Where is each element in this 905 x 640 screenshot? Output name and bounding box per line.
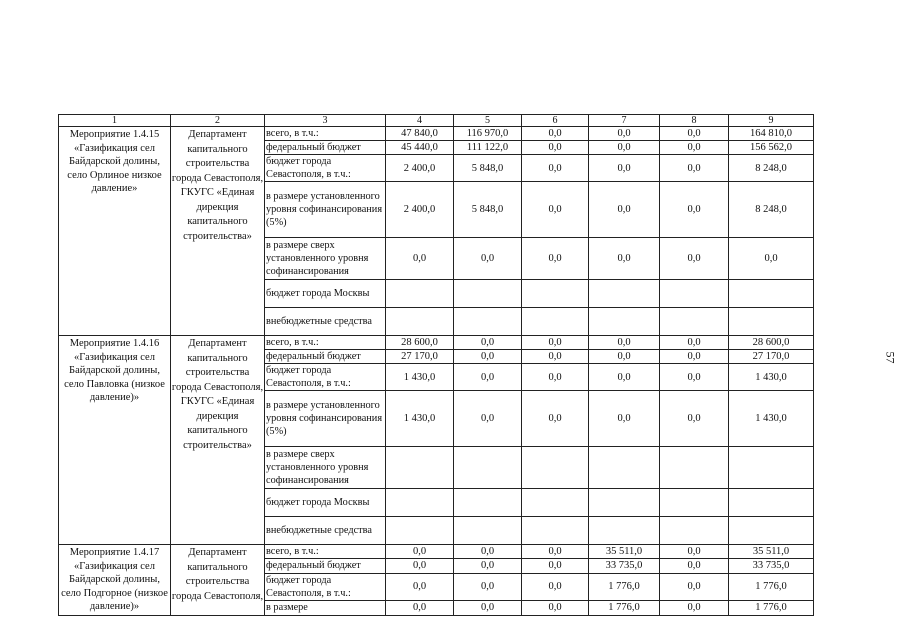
- amount-cell: [729, 447, 814, 489]
- amount-cell: 0,0: [454, 545, 522, 559]
- amount-cell: 0,0: [660, 364, 729, 391]
- amount-cell: [729, 489, 814, 517]
- amount-cell: 0,0: [589, 182, 660, 238]
- funding-source-cell: в размере установленного уровня софинансирования (5%): [265, 182, 386, 238]
- funding-source-cell: федеральный бюджет: [265, 350, 386, 364]
- amount-cell: 0,0: [660, 336, 729, 350]
- funding-source-cell: в размере сверх установленного уровня софинансирования: [265, 447, 386, 489]
- executor-cell: Департамент капитального строительства города Севастополя, ГКУГС «Единая дирекция капитального строительства»: [171, 127, 265, 336]
- amount-cell: 0,0: [660, 238, 729, 280]
- amount-cell: 0,0: [454, 350, 522, 364]
- amount-cell: 0,0: [522, 336, 589, 350]
- amount-cell: 0,0: [522, 364, 589, 391]
- amount-cell: 0,0: [660, 182, 729, 238]
- amount-cell: 0,0: [386, 601, 454, 615]
- column-number: 9: [729, 115, 814, 127]
- amount-cell: 0,0: [660, 559, 729, 573]
- amount-cell: 0,0: [660, 391, 729, 447]
- amount-cell: [454, 489, 522, 517]
- amount-cell: [454, 517, 522, 545]
- amount-cell: 0,0: [454, 559, 522, 573]
- event-name-cell: Мероприятие 1.4.16 «Газификация сел Байдарской долины, село Павловка (низкое давление)»: [59, 336, 171, 545]
- amount-cell: 0,0: [454, 601, 522, 615]
- amount-cell: 2 400,0: [386, 182, 454, 238]
- funding-source-cell: всего, в т.ч.:: [265, 545, 386, 559]
- amount-cell: [660, 280, 729, 308]
- amount-cell: 116 970,0: [454, 127, 522, 141]
- column-number: 3: [265, 115, 386, 127]
- column-number-row: [59, 115, 814, 127]
- amount-cell: [386, 517, 454, 545]
- amount-cell: 0,0: [522, 545, 589, 559]
- amount-cell: 0,0: [522, 601, 589, 615]
- amount-cell: [729, 280, 814, 308]
- amount-cell: 0,0: [589, 155, 660, 182]
- amount-cell: [589, 308, 660, 336]
- amount-cell: 5 848,0: [454, 182, 522, 238]
- amount-cell: [454, 308, 522, 336]
- event-name-cell: Мероприятие 1.4.17 «Газификация сел Байдарской долины, село Подгорное (низкое давление)»: [59, 545, 171, 616]
- amount-cell: 1 776,0: [589, 601, 660, 615]
- amount-cell: 0,0: [660, 601, 729, 615]
- amount-cell: 33 735,0: [729, 559, 814, 573]
- amount-cell: 1 776,0: [729, 573, 814, 601]
- amount-cell: 0,0: [589, 364, 660, 391]
- amount-cell: 0,0: [522, 141, 589, 155]
- amount-cell: [386, 308, 454, 336]
- amount-cell: [522, 447, 589, 489]
- funding-source-cell: всего, в т.ч.:: [265, 336, 386, 350]
- amount-cell: 28 600,0: [729, 336, 814, 350]
- amount-cell: 164 810,0: [729, 127, 814, 141]
- event-name-cell: Мероприятие 1.4.15 «Газификация сел Байдарской долины, село Орлиное низкое давление»: [59, 127, 171, 336]
- amount-cell: 0,0: [522, 127, 589, 141]
- amount-cell: 0,0: [386, 559, 454, 573]
- funding-source-cell: бюджет города Москвы: [265, 489, 386, 517]
- funding-source-cell: бюджет города Севастополя, в т.ч.:: [265, 364, 386, 391]
- funding-source-cell: в размере: [265, 601, 386, 615]
- amount-cell: 0,0: [589, 127, 660, 141]
- table-row: [59, 127, 814, 141]
- amount-cell: 0,0: [589, 141, 660, 155]
- amount-cell: 35 511,0: [589, 545, 660, 559]
- column-number: 4: [386, 115, 454, 127]
- amount-cell: 0,0: [660, 141, 729, 155]
- amount-cell: 0,0: [522, 573, 589, 601]
- amount-cell: 0,0: [454, 336, 522, 350]
- amount-cell: 33 735,0: [589, 559, 660, 573]
- amount-cell: [386, 489, 454, 517]
- amount-cell: 0,0: [386, 238, 454, 280]
- amount-cell: 35 511,0: [729, 545, 814, 559]
- funding-source-cell: всего, в т.ч.:: [265, 127, 386, 141]
- amount-cell: 1 430,0: [386, 391, 454, 447]
- funding-source-cell: федеральный бюджет: [265, 141, 386, 155]
- funding-source-cell: в размере установленного уровня софинансирования (5%): [265, 391, 386, 447]
- amount-cell: 28 600,0: [386, 336, 454, 350]
- amount-cell: [522, 308, 589, 336]
- table-body: [59, 115, 814, 616]
- amount-cell: 1 776,0: [589, 573, 660, 601]
- amount-cell: 0,0: [386, 573, 454, 601]
- amount-cell: 0,0: [589, 238, 660, 280]
- amount-cell: 0,0: [454, 364, 522, 391]
- amount-cell: 2 400,0: [386, 155, 454, 182]
- funding-source-cell: бюджет города Москвы: [265, 280, 386, 308]
- column-number: 8: [660, 115, 729, 127]
- amount-cell: [522, 489, 589, 517]
- executor-cell: Департамент капитального строительства города Севастополя,: [171, 545, 265, 616]
- amount-cell: 0,0: [386, 545, 454, 559]
- amount-cell: 0,0: [522, 238, 589, 280]
- amount-cell: 5 848,0: [454, 155, 522, 182]
- amount-cell: 0,0: [660, 573, 729, 601]
- column-number: 6: [522, 115, 589, 127]
- amount-cell: 0,0: [522, 559, 589, 573]
- amount-cell: 0,0: [589, 350, 660, 364]
- amount-cell: 0,0: [522, 182, 589, 238]
- amount-cell: [660, 447, 729, 489]
- amount-cell: [589, 447, 660, 489]
- amount-cell: 27 170,0: [386, 350, 454, 364]
- amount-cell: [729, 308, 814, 336]
- amount-cell: 8 248,0: [729, 155, 814, 182]
- amount-cell: [522, 280, 589, 308]
- column-number: 5: [454, 115, 522, 127]
- amount-cell: 0,0: [729, 238, 814, 280]
- amount-cell: [589, 280, 660, 308]
- page-number: 57: [883, 351, 898, 364]
- amount-cell: 0,0: [522, 391, 589, 447]
- funding-source-cell: федеральный бюджет: [265, 559, 386, 573]
- amount-cell: [454, 447, 522, 489]
- funding-source-cell: внебюджетные средства: [265, 517, 386, 545]
- amount-cell: [522, 517, 589, 545]
- amount-cell: 45 440,0: [386, 141, 454, 155]
- amount-cell: 0,0: [454, 391, 522, 447]
- amount-cell: 0,0: [589, 391, 660, 447]
- amount-cell: 27 170,0: [729, 350, 814, 364]
- amount-cell: 1 430,0: [729, 364, 814, 391]
- amount-cell: 1 430,0: [729, 391, 814, 447]
- amount-cell: [660, 308, 729, 336]
- column-number: 7: [589, 115, 660, 127]
- column-number: 1: [59, 115, 171, 127]
- table-row: [59, 545, 814, 559]
- table-row: [59, 336, 814, 350]
- amount-cell: [454, 280, 522, 308]
- amount-cell: [729, 517, 814, 545]
- amount-cell: 156 562,0: [729, 141, 814, 155]
- amount-cell: 0,0: [660, 545, 729, 559]
- amount-cell: [660, 517, 729, 545]
- amount-cell: [589, 517, 660, 545]
- amount-cell: [386, 280, 454, 308]
- amount-cell: [589, 489, 660, 517]
- amount-cell: 0,0: [522, 350, 589, 364]
- amount-cell: 0,0: [522, 155, 589, 182]
- funding-source-cell: бюджет города Севастополя, в т.ч.:: [265, 155, 386, 182]
- column-number: 2: [171, 115, 265, 127]
- amount-cell: [660, 489, 729, 517]
- amount-cell: 1 430,0: [386, 364, 454, 391]
- amount-cell: 0,0: [660, 127, 729, 141]
- amount-cell: [386, 447, 454, 489]
- amount-cell: 0,0: [660, 350, 729, 364]
- amount-cell: 47 840,0: [386, 127, 454, 141]
- executor-cell: Департамент капитального строительства города Севастополя, ГКУГС «Единая дирекция капитального строительства»: [171, 336, 265, 545]
- funding-source-cell: внебюджетные средства: [265, 308, 386, 336]
- amount-cell: 8 248,0: [729, 182, 814, 238]
- funding-table: [58, 114, 814, 616]
- amount-cell: 111 122,0: [454, 141, 522, 155]
- funding-source-cell: в размере сверх установленного уровня софинансирования: [265, 238, 386, 280]
- amount-cell: 0,0: [454, 238, 522, 280]
- amount-cell: 0,0: [660, 155, 729, 182]
- amount-cell: 0,0: [454, 573, 522, 601]
- amount-cell: 0,0: [589, 336, 660, 350]
- amount-cell: 1 776,0: [729, 601, 814, 615]
- funding-source-cell: бюджет города Севастополя, в т.ч.:: [265, 573, 386, 601]
